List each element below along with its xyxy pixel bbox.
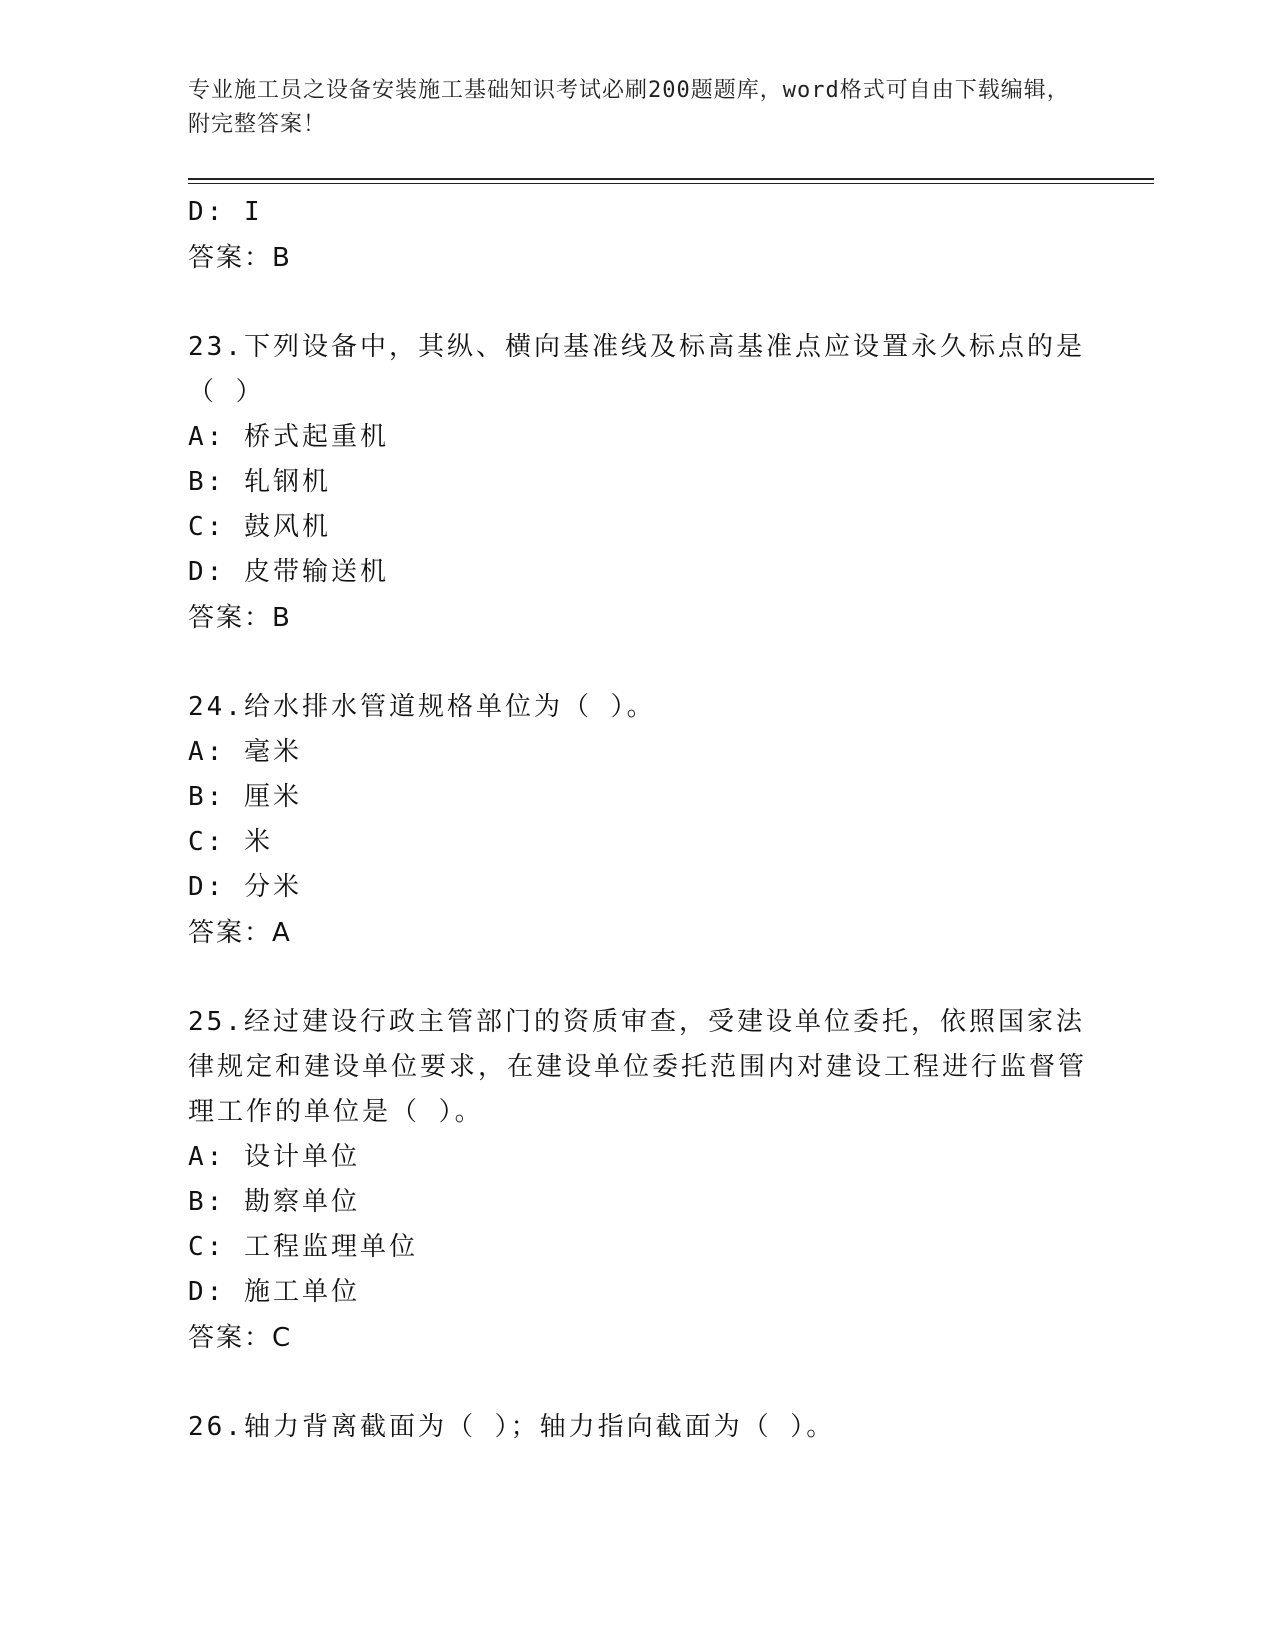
document-body <box>188 190 1088 1450</box>
prev-answer: 答案：B <box>188 243 292 273</box>
question-text: 24.给水排水管道规格单位为（ ）。 <box>188 692 656 722</box>
option-c: C: 工程监理单位 <box>188 1232 418 1262</box>
header-rule-thin <box>188 183 1154 184</box>
question-text: 26.轴力背离截面为（ ）；轴力指向截面为（ ）。 <box>188 1412 836 1442</box>
option-d: D: 皮带输送机 <box>188 557 389 587</box>
option-a: A: 毫米 <box>188 737 302 767</box>
option-b: B: 轧钢机 <box>188 467 331 497</box>
option-b: B: 厘米 <box>188 782 302 812</box>
option-a: A: 设计单位 <box>188 1142 360 1172</box>
document-header: 专业施工员之设备安装施工基础知识考试必刷200题题库，word格式可自由下载编辑，附完整答案！ <box>188 78 1070 137</box>
question-25 <box>188 1000 1088 1361</box>
option-c: C: 米 <box>188 827 273 857</box>
spacer <box>188 641 1088 685</box>
spacer <box>188 1361 1088 1405</box>
question-26 <box>188 1405 1088 1450</box>
prev-option-d: D: I <box>188 197 263 227</box>
option-a: A: 桥式起重机 <box>188 422 389 452</box>
question-23 <box>188 325 1088 641</box>
header-rule-thick <box>188 178 1154 180</box>
option-b: B: 勘察单位 <box>188 1187 360 1217</box>
spacer <box>188 956 1088 1000</box>
option-d: D: 施工单位 <box>188 1277 360 1307</box>
answer: 答案：A <box>188 918 292 948</box>
option-c: C: 鼓风机 <box>188 512 331 542</box>
question-text: 23.下列设备中，其纵、横向基准线及标高基准点应设置永久标点的是（ ） <box>188 332 1085 407</box>
question-text: 25.经过建设行政主管部门的资质审查，受建设单位委托，依照国家法律规定和建设单位要求，在建设单位委托范围内对建设工程进行监督管理工作的单位是（ ）。 <box>188 1007 1088 1127</box>
spacer <box>188 281 1088 325</box>
answer: 答案：B <box>188 603 292 633</box>
option-d: D: 分米 <box>188 872 302 902</box>
question-24 <box>188 685 1088 956</box>
answer: 答案：C <box>188 1323 293 1353</box>
